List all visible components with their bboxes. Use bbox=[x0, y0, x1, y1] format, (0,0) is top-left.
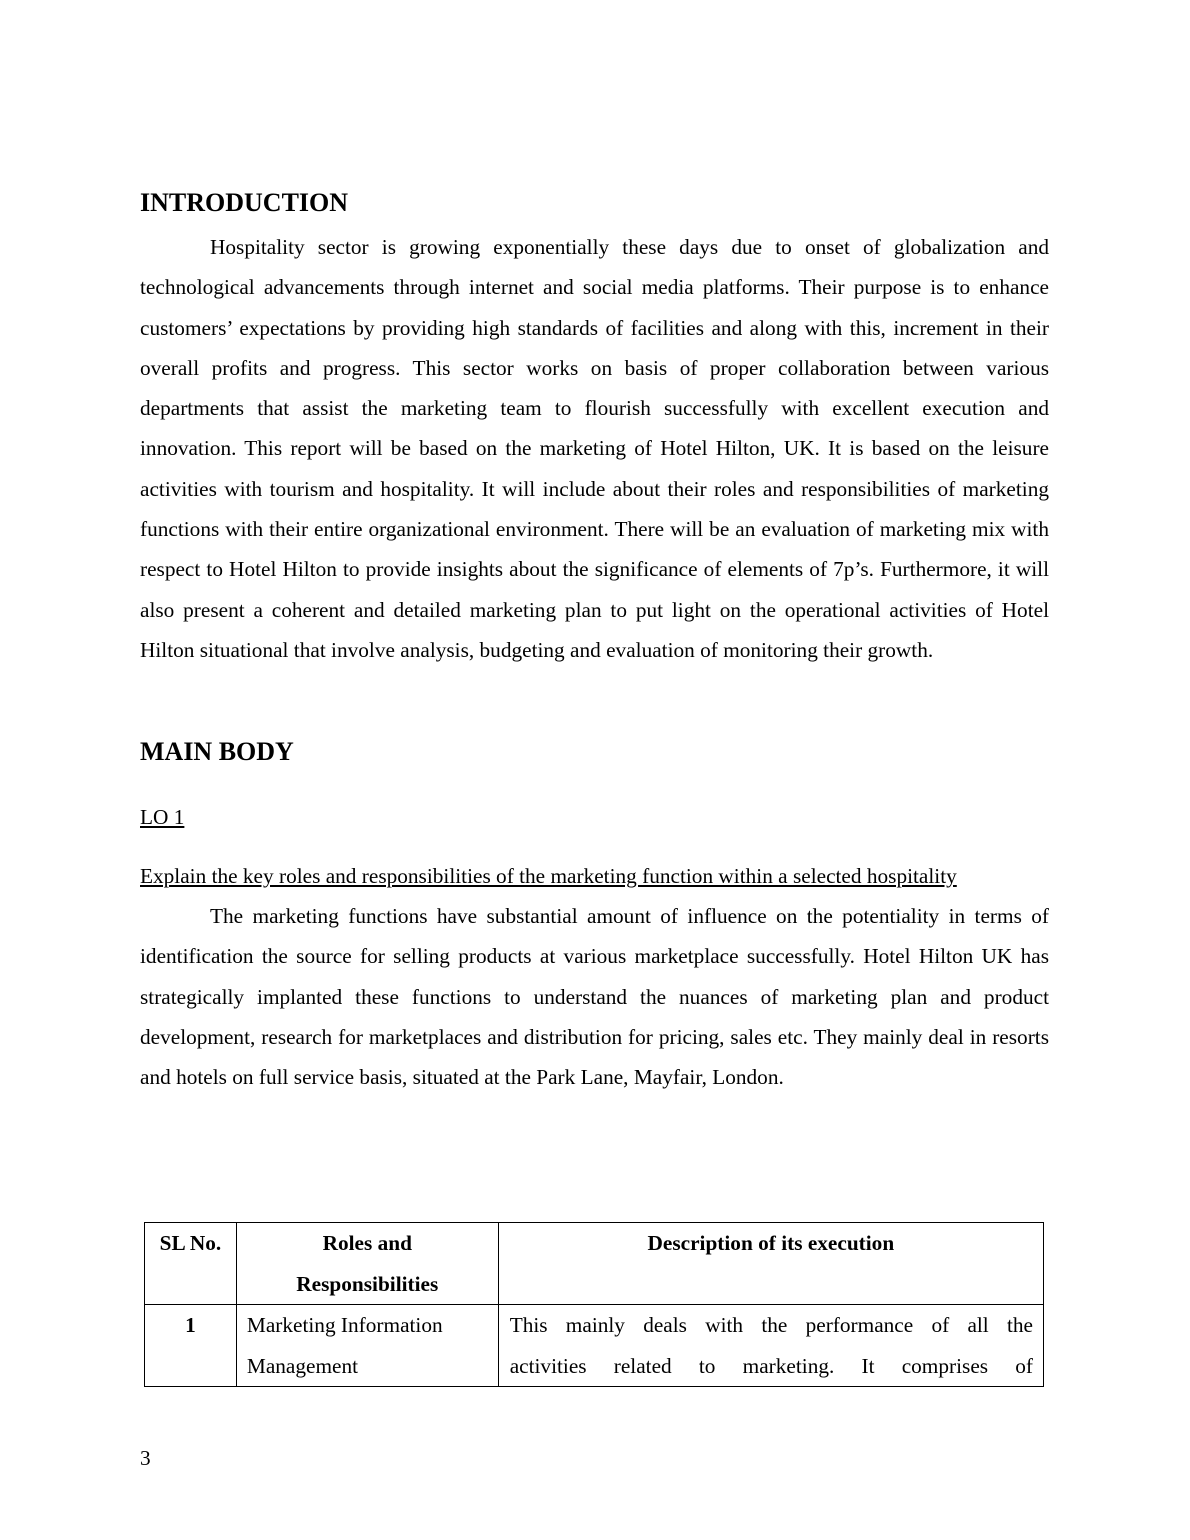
header-roles-line2: Responsibilities bbox=[296, 1271, 439, 1296]
header-sl-no-label: SL No. bbox=[159, 1231, 222, 1255]
introduction-paragraph: Hospitality sector is growing exponentially these days due to onset of globalization and technological advancements through internet and social media platforms. Their purpose is to enhance customers’ expectations by providing high standards of facilities and along with this, increment in their overall profits and progress. This sector works on basis of proper collaboration between various departments that assist the marketing team to flourish successfully with excellent execution and innovation. This report will be based on the marketing of Hotel Hilton, UK. It is based on the leisure activities with tourism and hospitality. It will include about their roles and responsibilities of marketing functions with their entire organizational environment. There will be an evaluation of marketing mix with respect to Hotel Hilton to provide insights about the significance of elements of 7p’s. Furthermore, it will also present a coherent and detailed marketing plan to put light on the operational activities of Hotel Hilton situational that involve analysis, budgeting and evaluation of monitoring their growth. bbox=[140, 235, 1049, 662]
header-sl-no bbox=[145, 1223, 237, 1305]
header-roles bbox=[236, 1223, 498, 1305]
section-subheading: Explain the key roles and responsibilities of the marketing function within a selected hospitality bbox=[140, 864, 957, 888]
introduction-heading: INTRODUCTION bbox=[140, 188, 349, 217]
header-description-label: Description of its execution bbox=[647, 1231, 895, 1255]
page-number: 3 bbox=[140, 1446, 151, 1470]
main-body-paragraph: The marketing functions have substantial amount of influence on the potentiality in terms of identification the source for selling products at various marketplace successfully. Hotel Hilton UK has strategically implanted these functions to understand the nuances of marketing plan and product development, research for marketplaces and distribution for pricing, sales etc. They mainly deal in resorts and hotels on full service basis, situated at the Park Lane, Mayfair, London. bbox=[140, 904, 1049, 1090]
lo-label: LO 1 bbox=[140, 805, 185, 829]
table-header-row bbox=[145, 1223, 1044, 1305]
roles-table bbox=[144, 1222, 1044, 1387]
row-role-line2: Management bbox=[246, 1353, 359, 1378]
row-role bbox=[236, 1305, 498, 1387]
table-row bbox=[145, 1305, 1044, 1387]
header-roles-line1: Roles and bbox=[322, 1231, 412, 1255]
row-sl-no: 1 bbox=[145, 1305, 237, 1387]
row-role-line1: Marketing Information bbox=[246, 1313, 443, 1337]
row-description-line1: This mainly deals with the performance of all the bbox=[509, 1313, 1033, 1337]
row-description bbox=[498, 1305, 1043, 1387]
header-description bbox=[498, 1223, 1043, 1305]
main-body-heading: MAIN BODY bbox=[140, 737, 294, 766]
row-description-line2: activities related to marketing. It comprises of bbox=[509, 1353, 1033, 1378]
